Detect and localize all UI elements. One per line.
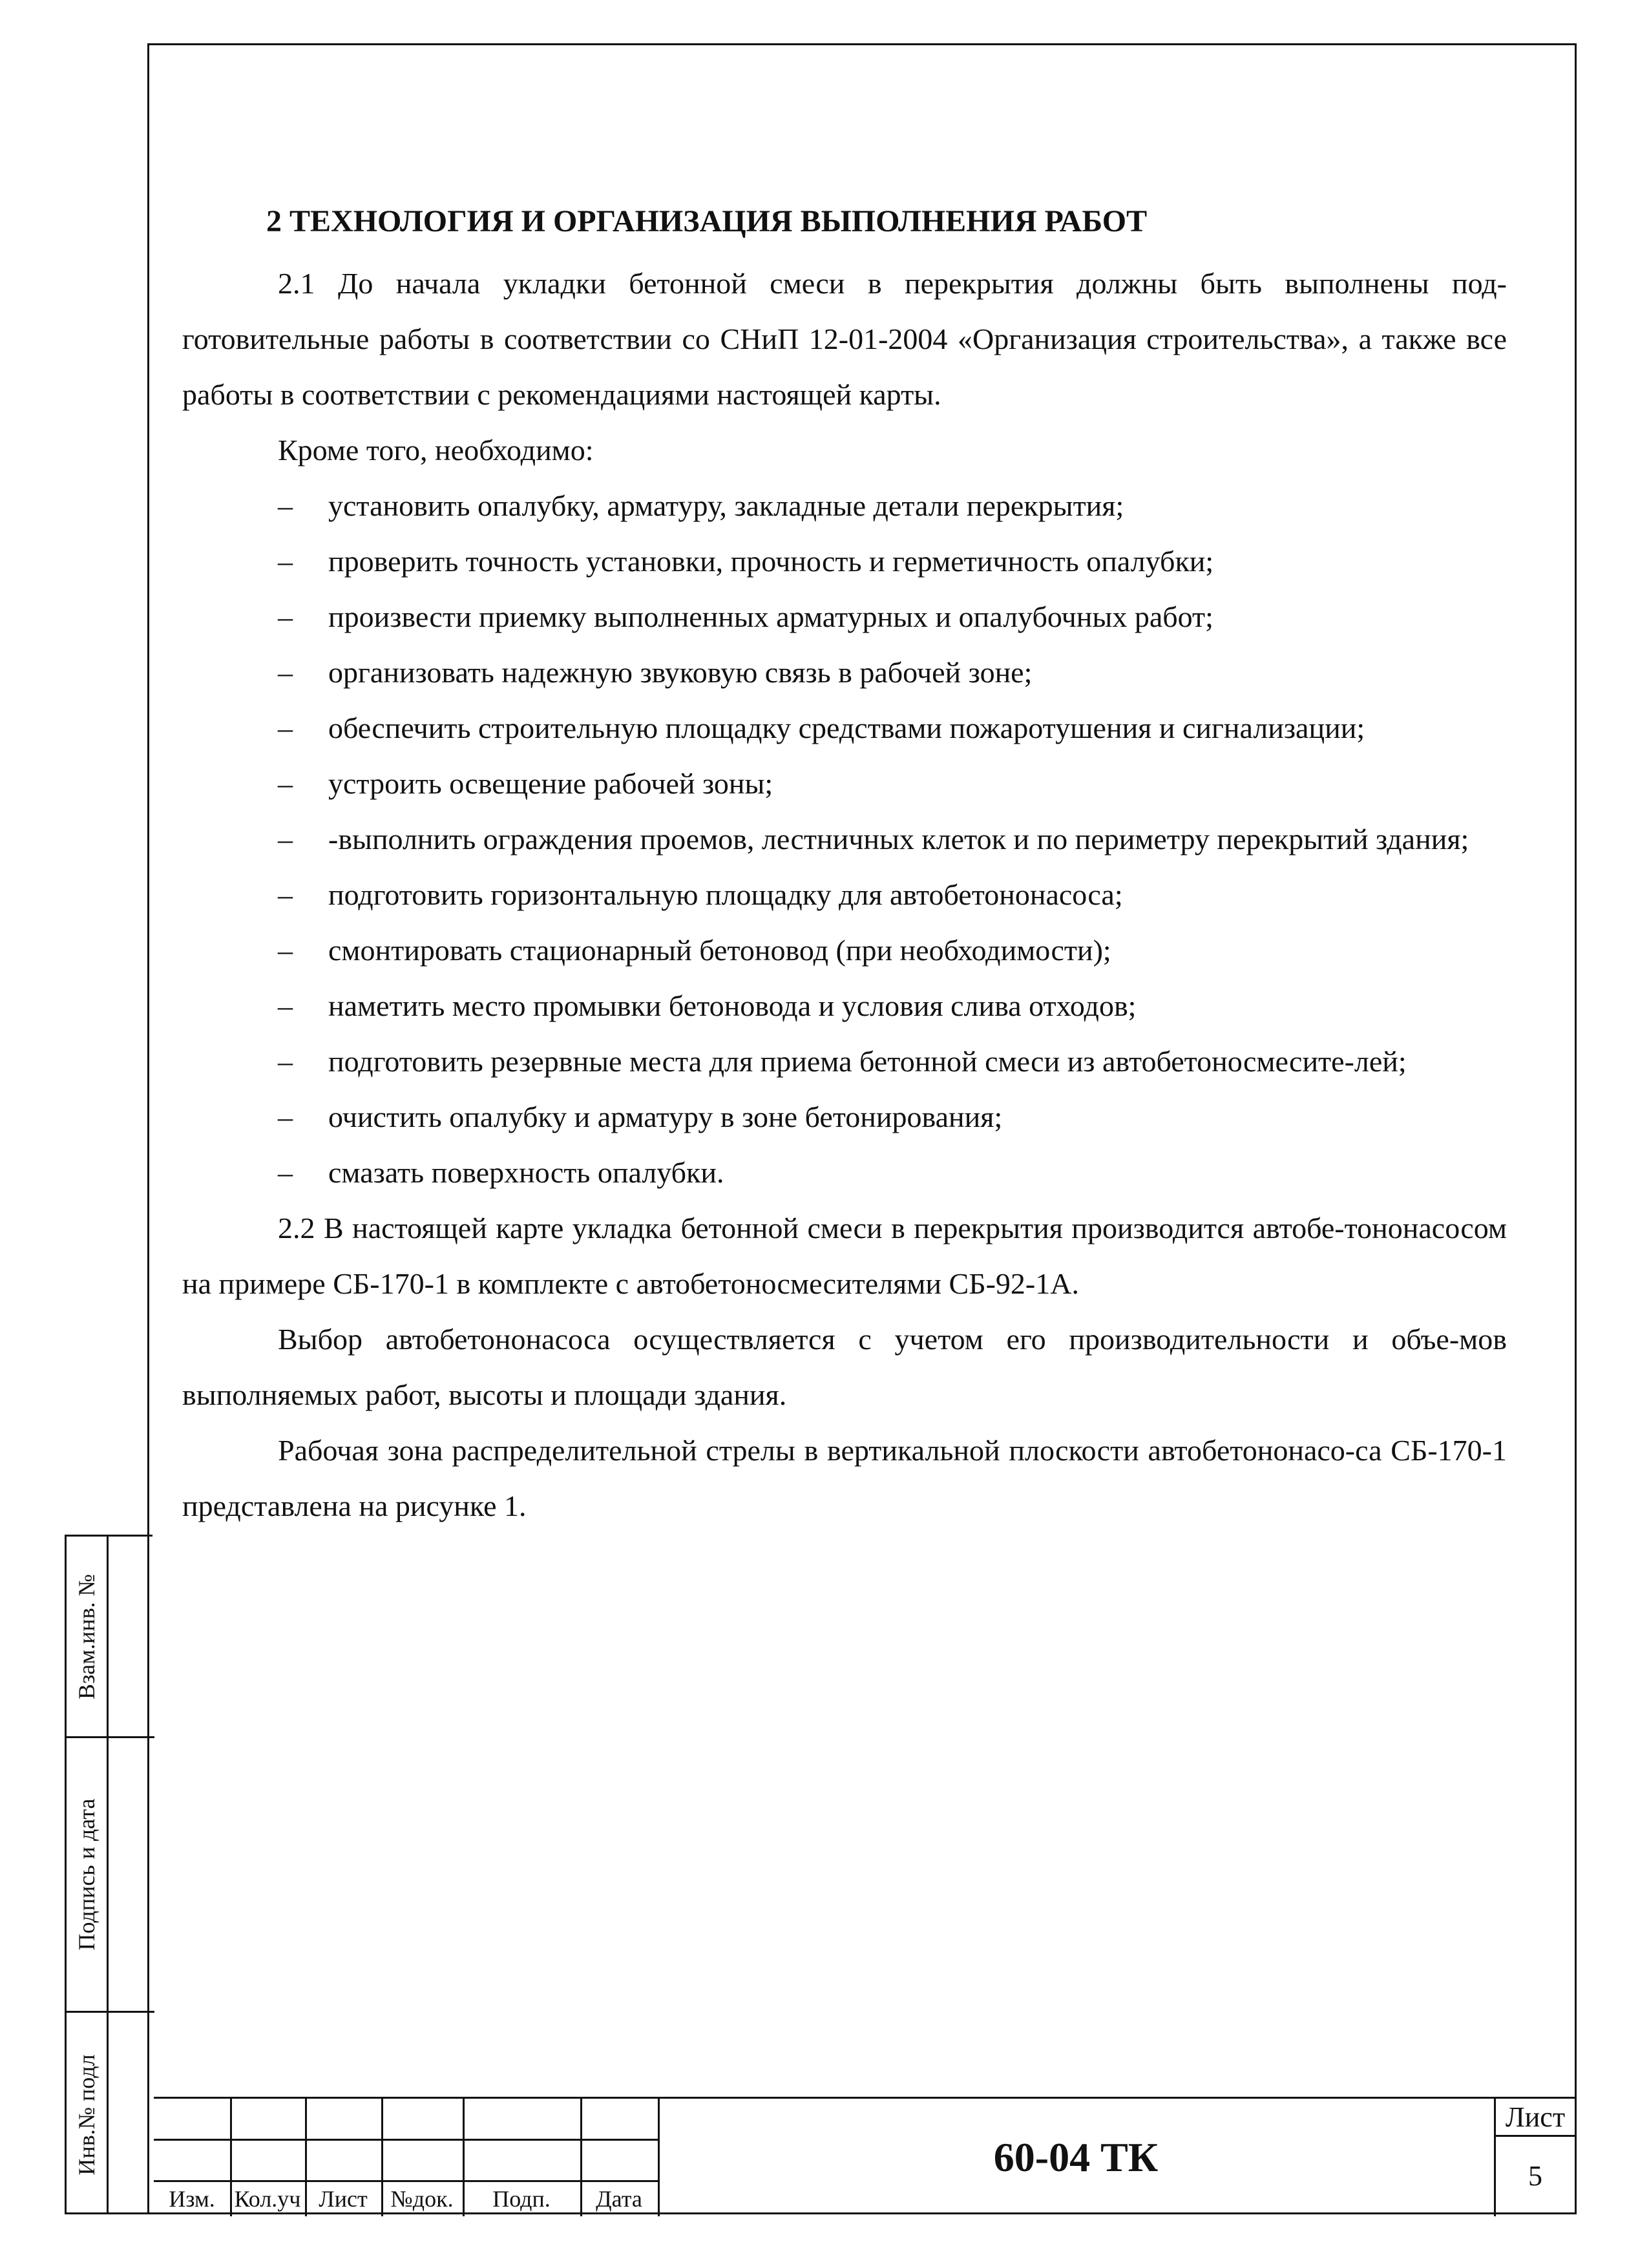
intro-line: Кроме того, необходимо:: [278, 434, 594, 467]
paragraph-2-2: 2.2 В настоящей карте укладка бетонной смеси в перекрытия производится автобе-тононасосом на примере СБ-170-1 в комплекте с автобетоносмесителями СБ-92-1А.: [182, 1212, 1507, 1300]
header-kol-uch: Кол.уч: [234, 2186, 301, 2212]
paragraph-work-zone: Рабочая зона распределительной стрелы в вертикальной плоскости автобетононасо-са СБ-170-1 представлена на рисунке 1.: [182, 1434, 1507, 1522]
side-stamp: [65, 1535, 152, 2214]
sign-date-label: Подпись и дата: [74, 1798, 100, 1951]
side-stamp-divider: [107, 1736, 154, 1738]
grid-line: [154, 2139, 658, 2141]
header-list: Лист: [319, 2186, 368, 2212]
list-item: – обеспечить строительную площадку средствами пожаротушения и сигнализации;: [278, 711, 1365, 744]
document-body: [182, 194, 1507, 1534]
sheet-number: 5: [1528, 2159, 1542, 2192]
list-item: – смазать поверхность опалубки.: [278, 1156, 724, 1189]
title-block: [154, 2097, 1577, 2214]
replace-inv-cell: [67, 1537, 107, 1738]
sheet-label: Лист: [1494, 2099, 1577, 2137]
list-item: – наметить место промывки бетоновода и условия слива отходов;: [278, 989, 1137, 1022]
list-item: – смонтировать стационарный бетоновод (при необходимости);: [278, 934, 1111, 967]
inv-orig-label: Инв.№ подл: [74, 2053, 100, 2176]
document-number: 60-04 ТК: [993, 2134, 1159, 2180]
list-item: – проверить точность установки, прочность и герметичность опалубки;: [278, 545, 1214, 578]
inv-orig-cell: [67, 2013, 107, 2216]
replace-inv-label: Взам.инв. №: [74, 1573, 100, 1699]
side-stamp-divider: [107, 2011, 154, 2013]
paragraph-choice: Выбор автобетононасоса осуществляется с учетом его производительности и объе-мов выполняемых работ, высоты и площади здания.: [182, 1323, 1507, 1411]
list-item: – установить опалубку, арматуру, закладные детали перекрытия;: [278, 489, 1124, 522]
list-item: – подготовить горизонтальную площадку для автобетононасоса;: [278, 878, 1123, 911]
list-item: – очистить опалубку и арматуру в зоне бетонирования;: [278, 1100, 1003, 1133]
list-item-wrapped: – подготовить резервные места для приема бетонной смеси из автобетоносмесите-лей;: [278, 1045, 1407, 1078]
list-item-wrapped: – -выполнить ограждения проемов, лестничных клеток и по периметру перекрытий здания;: [278, 823, 1469, 856]
section-heading: 2 ТЕХНОЛОГИЯ И ОРГАНИЗАЦИЯ ВЫПОЛНЕНИЯ РАБОТ: [266, 204, 1148, 238]
list-item: – устроить освещение рабочей зоны;: [278, 767, 773, 800]
header-podp: Подп.: [492, 2186, 551, 2212]
header-data: Дата: [596, 2186, 642, 2212]
header-izm: Изм.: [169, 2186, 215, 2212]
list-item: – произвести приемку выполненных арматурных и опалубочных работ;: [278, 600, 1213, 633]
side-stamp-labels: [67, 1537, 109, 2212]
header-ndok: №док.: [390, 2186, 454, 2212]
sign-date-cell: [67, 1738, 107, 2013]
list-item: – организовать надежную звуковую связь в рабочей зоне;: [278, 656, 1033, 689]
paragraph-2-1: 2.1 До начала укладки бетонной смеси в перекрытия должны быть выполнены под-готовительные работы в соответствии со СНиП 12-01-2004 «Организация строительства», а также все работы в соответствии с рекомендациями настоящей карты.: [182, 267, 1507, 411]
